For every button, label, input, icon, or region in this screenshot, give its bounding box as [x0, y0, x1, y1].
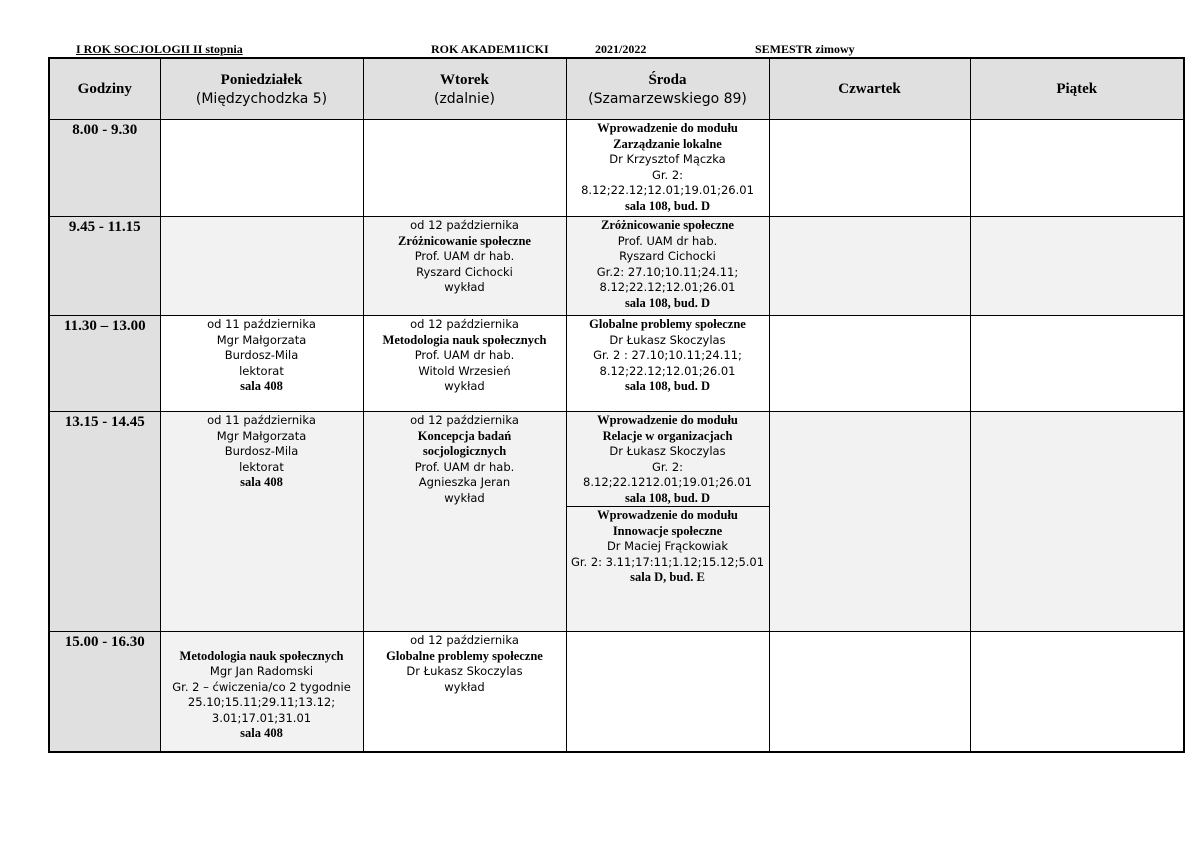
col-wednesday: Środa (Szamarzewskiego 89)	[566, 58, 769, 120]
class-text: Gr. 2:	[651, 167, 684, 182]
table-row	[49, 316, 1184, 412]
class-text: Burdosz-Mila	[224, 348, 299, 362]
cell-fri	[970, 412, 1184, 632]
class-text: Gr.2: 27.10;10.11;24.11;	[596, 264, 739, 279]
class-text: Dr Maciej Frąckowiak	[606, 539, 729, 553]
class-text: Gr. 2: 3.11;17:11;1.12;15.12;5.01	[570, 554, 765, 569]
class-text: Burdosz-Mila	[224, 444, 299, 458]
class-entry	[364, 217, 566, 296]
class-text: Dr Krzysztof Mączka	[609, 152, 726, 166]
class-text	[161, 633, 363, 649]
class-text: Prof. UAM dr hab.	[414, 348, 515, 362]
class-text: sala 108, bud. D	[624, 295, 711, 310]
class-text: Gr. 2:	[651, 459, 684, 474]
timetable	[48, 57, 1185, 753]
cell-wed	[566, 120, 769, 217]
class-text: 25.10;15.11;29.11;13.12;	[187, 695, 336, 709]
cell-thu	[769, 316, 970, 412]
cell-mon	[160, 412, 363, 632]
class-text: od 12 października	[410, 633, 519, 647]
class-text: Prof. UAM dr hab.	[414, 249, 515, 263]
class-text: wykład	[444, 379, 485, 393]
class-text: lektorat	[239, 363, 284, 378]
col-thursday: Czwartek	[769, 58, 970, 120]
cell-mon	[160, 217, 363, 316]
class-text: 8.12;22.12;12.01;26.01	[599, 280, 736, 294]
cell-fri	[970, 632, 1184, 752]
class-text: Prof. UAM dr hab.	[617, 233, 718, 248]
class-text: Zróżnicowanie społeczne	[601, 218, 734, 232]
class-entry	[567, 316, 769, 395]
col-hours: Godziny	[49, 58, 160, 120]
class-entry	[161, 632, 363, 742]
class-text: Mgr Małgorzata	[216, 428, 307, 443]
class-text: Gr. 2 : 27.10;10.11;24.11;	[593, 348, 742, 362]
class-text: Zróżnicowanie społeczne	[398, 233, 531, 248]
class-entry	[161, 316, 363, 395]
time-slot: 8.00 - 9.30	[49, 120, 160, 217]
cell-fri	[970, 120, 1184, 217]
cell-thu	[769, 632, 970, 752]
class-text: sala 408	[240, 475, 283, 489]
class-text: sala 108, bud. D	[624, 490, 711, 505]
class-entry	[364, 316, 566, 395]
col-tuesday: Wtorek (zdalnie)	[363, 58, 566, 120]
cell-fri	[970, 217, 1184, 316]
class-entry	[364, 412, 566, 506]
cell-mon	[160, 632, 363, 752]
cell-tue	[363, 632, 566, 752]
cell-tue	[363, 316, 566, 412]
class-text: wykład	[444, 280, 485, 294]
cell-tue	[363, 217, 566, 316]
cell-tue	[363, 412, 566, 632]
class-text: Globalne problemy społeczne	[386, 648, 543, 663]
class-text: Dr Łukasz Skoczylas	[609, 444, 726, 458]
class-text: Koncepcja badań	[417, 428, 512, 443]
col-friday: Piątek	[970, 58, 1184, 120]
class-text: Zarządzanie lokalne	[613, 136, 722, 151]
class-text: Globalne problemy społeczne	[589, 317, 746, 331]
cell-mon	[160, 120, 363, 217]
cell-wed	[566, 412, 769, 632]
cell-tue	[363, 120, 566, 217]
cell-fri	[970, 316, 1184, 412]
table-row	[49, 632, 1184, 752]
class-text: sala 408	[240, 379, 283, 393]
class-text: Innowacje społeczne	[612, 523, 723, 538]
header-academic-year: 2021/2022	[595, 42, 647, 56]
class-text: Ryszard Cichocki	[619, 249, 716, 263]
time-slot: 15.00 - 16.30	[49, 632, 160, 752]
cell-thu	[769, 217, 970, 316]
col-monday: Poniedziałek (Międzychodzka 5)	[160, 58, 363, 120]
class-entry	[161, 412, 363, 491]
table-row	[49, 217, 1184, 316]
class-text: 8.12;22.1212.01;19.01;26.01	[583, 475, 752, 489]
class-text: Relacje w organizacjach	[602, 428, 733, 443]
cell-mon	[160, 316, 363, 412]
cell-thu	[769, 120, 970, 217]
class-text: od 12 października	[410, 413, 519, 427]
cell-wed	[566, 316, 769, 412]
class-entry	[567, 506, 769, 586]
class-text: wykład	[444, 490, 485, 505]
class-text: Prof. UAM dr hab.	[414, 459, 515, 474]
class-text: sala 408	[240, 726, 283, 740]
class-text: sala D, bud. E	[630, 570, 705, 584]
class-text: Mgr Małgorzata	[216, 332, 307, 347]
class-text: socjologicznych	[422, 444, 507, 458]
time-slot: 11.30 – 13.00	[49, 316, 160, 412]
cell-wed	[566, 632, 769, 752]
class-entry	[567, 120, 769, 214]
class-text: Witold Wrzesień	[418, 363, 511, 378]
class-text: od 12 października	[410, 218, 519, 232]
class-text: sala 108, bud. D	[624, 198, 711, 213]
class-text: Metodologia nauk społecznych	[179, 648, 344, 663]
class-text: Dr Łukasz Skoczylas	[406, 664, 523, 678]
class-text: od 12 października	[410, 317, 519, 331]
class-text: Agnieszka Jeran	[418, 475, 511, 489]
class-text: 8.12;22.12;12.01;26.01	[599, 363, 736, 378]
header-semester: SEMESTR zimowy	[755, 42, 855, 56]
table-row	[49, 120, 1184, 217]
class-text: od 11 października	[207, 317, 316, 331]
class-text: Wprowadzenie do modułu	[597, 121, 738, 135]
class-text: lektorat	[239, 459, 284, 474]
class-entry	[567, 217, 769, 311]
header-program: I ROK SOCJOLOGII II stopnia	[76, 42, 243, 56]
class-text: Gr. 2 – ćwiczenia/co 2 tygodnie	[172, 679, 351, 694]
table-row	[49, 412, 1184, 632]
class-text: Ryszard Cichocki	[416, 264, 513, 279]
class-text: Wprowadzenie do modułu	[597, 413, 738, 427]
header-row	[49, 58, 1184, 120]
class-text: sala 108, bud. D	[624, 379, 711, 393]
class-text: Mgr Jan Radomski	[209, 664, 314, 678]
class-text: Wprowadzenie do modułu	[597, 508, 738, 522]
cell-thu	[769, 412, 970, 632]
time-slot: 13.15 - 14.45	[49, 412, 160, 632]
class-text: 8.12;22.12;12.01;19.01;26.01	[581, 183, 754, 197]
class-entry	[364, 632, 566, 695]
class-text: Dr Łukasz Skoczylas	[609, 332, 726, 347]
time-slot: 9.45 - 11.15	[49, 217, 160, 316]
class-text: Metodologia nauk społecznych	[382, 332, 547, 347]
class-entry	[567, 412, 769, 506]
class-text: 3.01;17.01;31.01	[211, 710, 312, 725]
header-academic-year-label: ROK AKADEM1ICKI	[431, 42, 549, 56]
class-text: wykład	[444, 679, 485, 694]
cell-wed	[566, 217, 769, 316]
class-text: od 11 października	[207, 413, 316, 427]
